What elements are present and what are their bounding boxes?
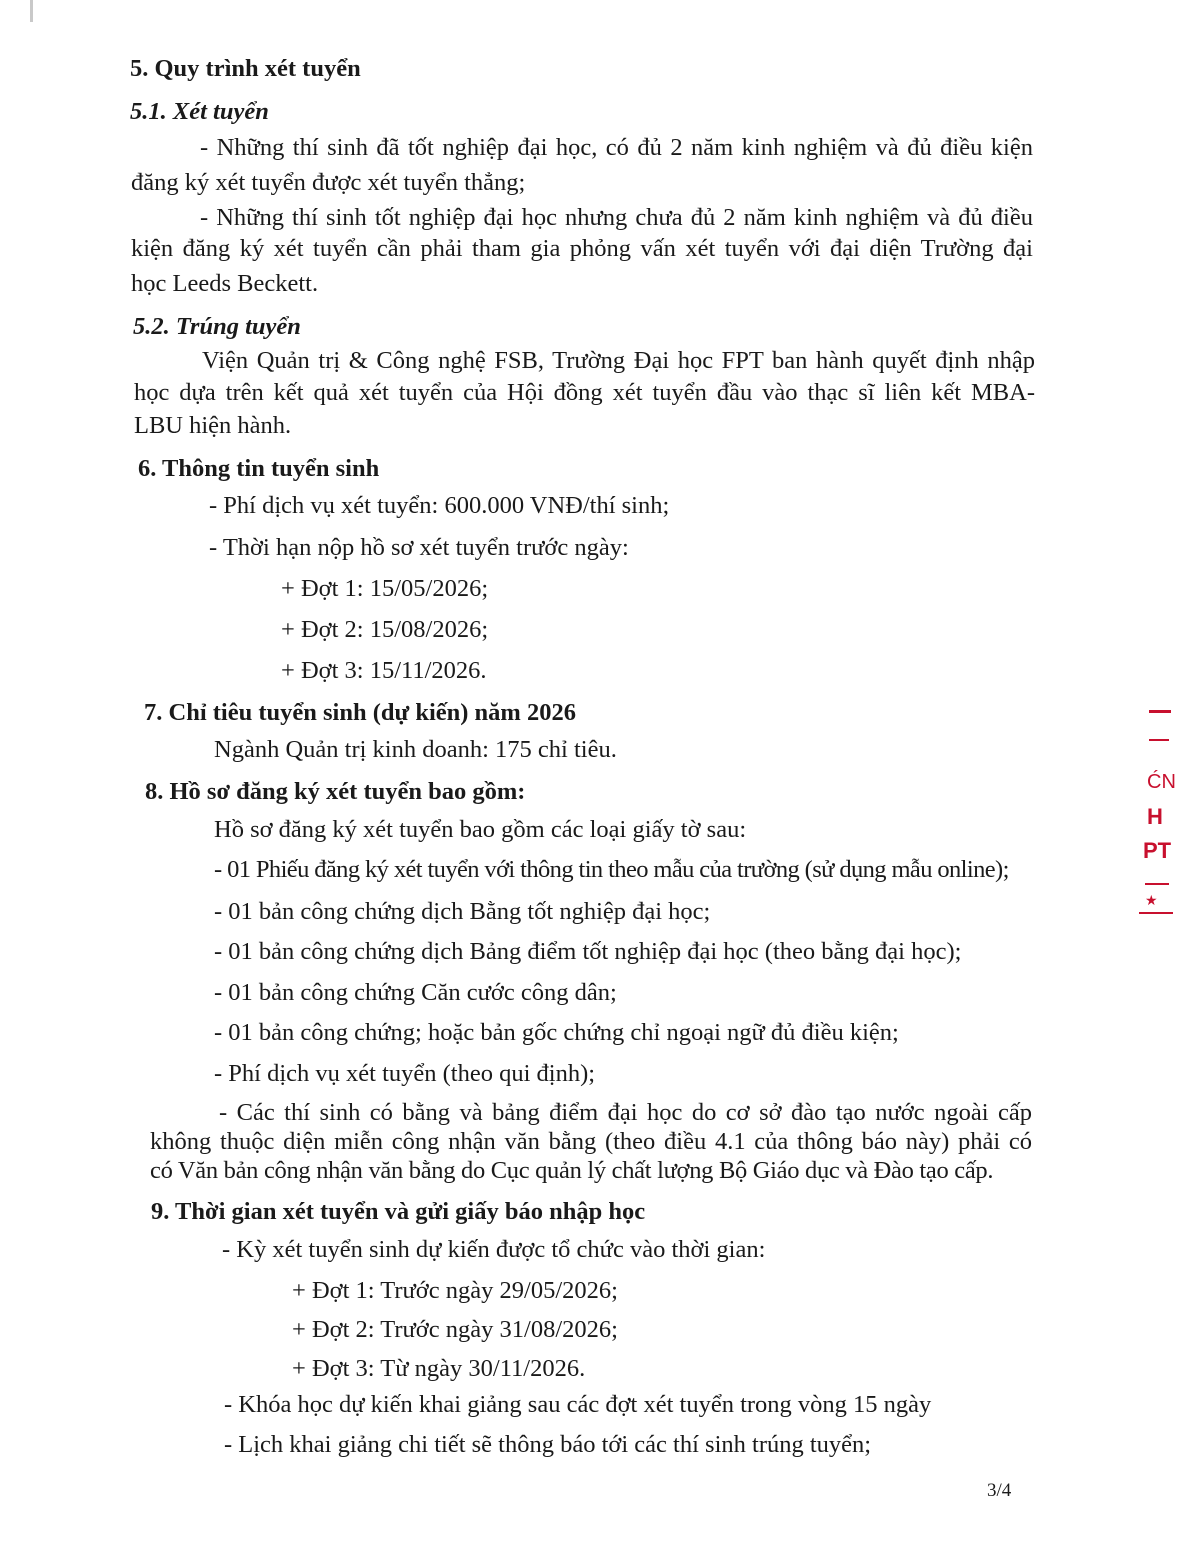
section-6-heading: 6. Thông tin tuyển sinh (138, 455, 380, 482)
list-item: + Đợt 1: Trước ngày 29/05/2026; (292, 1277, 618, 1304)
list-item: + Đợt 3: 15/11/2026. (281, 657, 487, 684)
paragraph-line: - Các thí sinh có bằng và bảng điểm đại học do cơ sở đào tạo nước ngoài cấp (219, 1099, 1032, 1126)
section-5-1-heading: 5.1. Xét tuyển (130, 98, 269, 125)
stamp-text: H (1147, 804, 1163, 829)
list-item: - Lịch khai giảng chi tiết sẽ thông báo tới các thí sinh trúng tuyển; (224, 1431, 872, 1458)
stamp-text: PT (1143, 838, 1172, 863)
paragraph-line: có Văn bản công nhận văn bằng do Cục quản lý chất lượng Bộ Giáo dục và Đào tạo cấp. (150, 1157, 994, 1184)
scan-edge-mark (30, 0, 33, 22)
red-seal-stamp-fragment (1135, 700, 1185, 940)
paragraph-line: đăng ký xét tuyển được xét tuyển thẳng; (131, 169, 526, 196)
list-item: - 01 bản công chứng dịch Bảng điểm tốt nghiệp đại học (theo bằng đại học); (214, 938, 962, 965)
stamp-bar (1145, 883, 1169, 885)
list-item: - Kỳ xét tuyển sinh dự kiến được tổ chức vào thời gian: (222, 1236, 766, 1263)
paragraph-line: không thuộc diện miễn công nhận văn bằng (theo điều 4.1 của thông báo này) phải có (150, 1128, 1032, 1155)
list-item: - Phí dịch vụ xét tuyển (theo qui định); (214, 1060, 596, 1087)
stamp-bar (1149, 710, 1171, 713)
section-8-heading: 8. Hồ sơ đăng ký xét tuyển bao gồm: (145, 778, 526, 805)
list-item: + Đợt 2: 15/08/2026; (281, 616, 489, 643)
page-number: 3/4 (987, 1480, 1012, 1501)
paragraph-line: Viện Quản trị & Công nghệ FSB, Trường Đại học FPT ban hành quyết định nhập (202, 347, 1035, 374)
section-9-heading: 9. Thời gian xét tuyển và gửi giấy báo nhập học (151, 1198, 646, 1225)
paragraph-line: học dựa trên kết quả xét tuyển của Hội đồng xét tuyển đầu vào thạc sĩ liên kết MBA- (134, 379, 1035, 406)
list-item: - Thời hạn nộp hồ sơ xét tuyển trước ngày: (209, 534, 629, 561)
list-item: - Phí dịch vụ xét tuyển: 600.000 VNĐ/thí sinh; (209, 492, 670, 519)
list-item: + Đợt 2: Trước ngày 31/08/2026; (292, 1316, 618, 1343)
stamp-text: ĆN (1147, 771, 1176, 793)
list-item: - 01 bản công chứng dịch Bằng tốt nghiệp đại học; (214, 898, 711, 925)
paragraph-line: - Những thí sinh đã tốt nghiệp đại học, có đủ 2 năm kinh nghiệm và đủ điều kiện (200, 134, 1033, 161)
list-item: + Đợt 3: Từ ngày 30/11/2026. (292, 1355, 586, 1382)
section-7-heading: 7. Chỉ tiêu tuyển sinh (dự kiến) năm 2026 (144, 699, 576, 726)
stamp-bar (1149, 739, 1169, 741)
section-5-heading: 5. Quy trình xét tuyển (130, 55, 361, 82)
stamp-star-icon: ★ (1145, 892, 1158, 908)
paragraph-line: Hồ sơ đăng ký xét tuyển bao gồm các loại giấy tờ sau: (214, 816, 747, 843)
paragraph-line: - Những thí sinh tốt nghiệp đại học nhưng chưa đủ 2 năm kinh nghiệm và đủ điều (200, 204, 1033, 231)
paragraph-line: học Leeds Beckett. (131, 270, 319, 297)
list-item: + Đợt 1: 15/05/2026; (281, 575, 489, 602)
list-item: - 01 Phiếu đăng ký xét tuyển với thông tin theo mẫu của trường (sử dụng mẫu online); (214, 856, 1009, 883)
list-item: - 01 bản công chứng Căn cước công dân; (214, 979, 617, 1006)
paragraph-line: LBU hiện hành. (134, 412, 292, 439)
list-item: - Khóa học dự kiến khai giảng sau các đợt xét tuyển trong vòng 15 ngày (224, 1391, 932, 1418)
list-item: - 01 bản công chứng; hoặc bản gốc chứng chỉ ngoại ngữ đủ điều kiện; (214, 1019, 899, 1046)
section-5-2-heading: 5.2. Trúng tuyển (133, 313, 301, 340)
stamp-bar (1139, 912, 1173, 914)
paragraph-line: Ngành Quản trị kinh doanh: 175 chỉ tiêu. (214, 736, 617, 763)
paragraph-line: kiện đăng ký xét tuyển cần phải tham gia phỏng vấn xét tuyển với đại diện Trường đại (131, 235, 1033, 262)
